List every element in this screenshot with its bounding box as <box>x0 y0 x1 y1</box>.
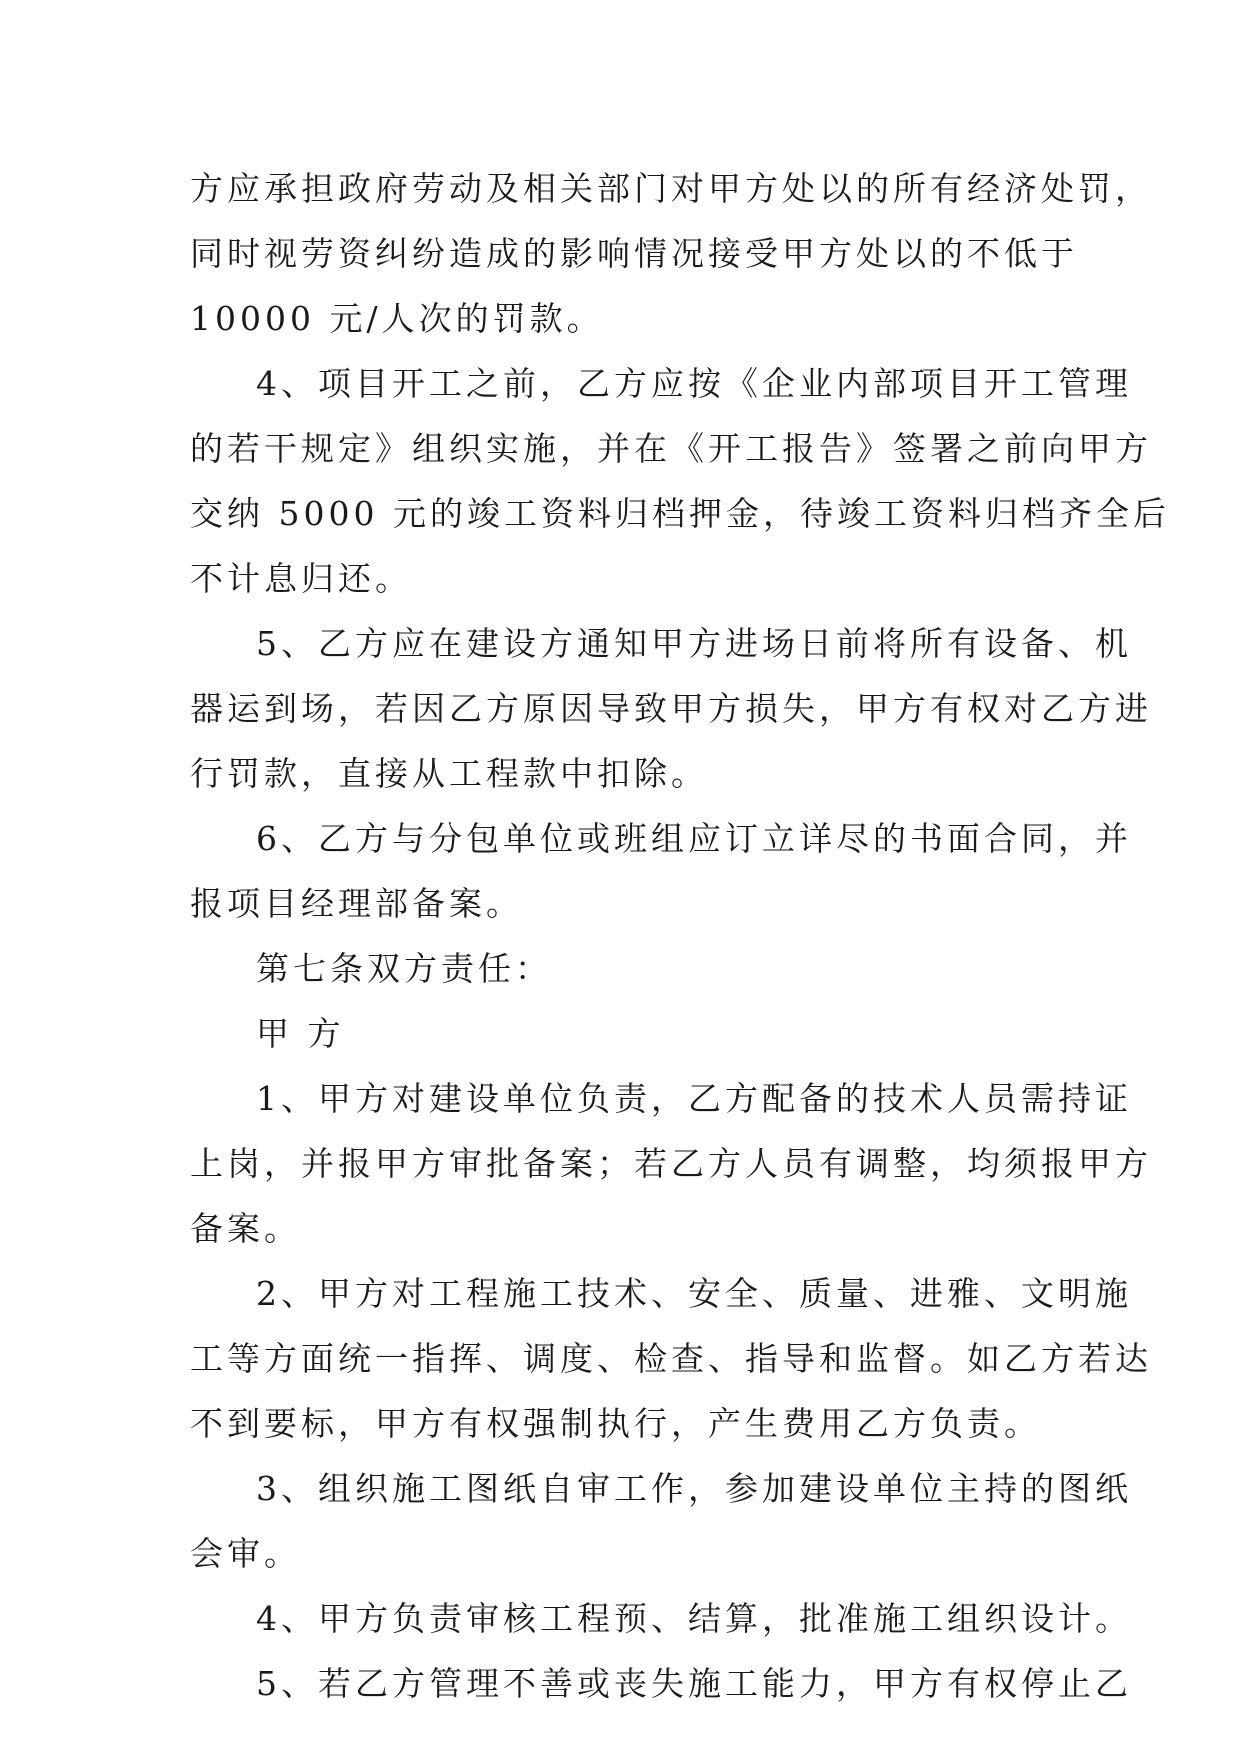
text-line: 会审。 <box>190 1534 301 1573</box>
party-heading: 甲 方 <box>256 1014 345 1053</box>
section-heading: 第七条双方责任： <box>256 949 552 988</box>
text-line: 4、甲方负责审核工程预、结算，批准施工组织设计。 <box>256 1599 1132 1638</box>
text-line: 5、若乙方管理不善或丧失施工能力，甲方有权停止乙 <box>256 1664 1132 1703</box>
text-line: 4、项目开工之前，乙方应按《企业内部项目开工管理 <box>256 364 1132 403</box>
text-line: 备案。 <box>190 1209 301 1248</box>
text-line: 不到要标，甲方有权强制执行，产生费用乙方负责。 <box>190 1404 1041 1443</box>
text-line: 同时视劳资纠纷造成的影响情况接受甲方处以的不低于 <box>190 234 1078 273</box>
text-line: 10000 元/人次的罚款。 <box>190 299 604 338</box>
text-line: 方应承担政府劳动及相关部门对甲方处以的所有经济处罚， <box>190 169 1152 208</box>
text-line: 报项目经理部备案。 <box>190 884 523 923</box>
document-body <box>190 156 1170 1716</box>
text-line: 交纳 5000 元的竣工资料归档押金，待竣工资料归档齐全后 <box>190 494 1170 533</box>
text-line: 1、甲方对建设单位负责，乙方配备的技术人员需持证 <box>256 1079 1132 1118</box>
text-line: 行罚款，直接从工程款中扣除。 <box>190 754 708 793</box>
text-line: 3、组织施工图纸自审工作，参加建设单位主持的图纸 <box>256 1469 1132 1508</box>
text-line: 5、乙方应在建设方通知甲方进场日前将所有设备、机 <box>256 624 1132 663</box>
text-line: 上岗，并报甲方审批备案；若乙方人员有调整，均须报甲方 <box>190 1144 1152 1183</box>
text-line: 工等方面统一指挥、调度、检查、指导和监督。如乙方若达 <box>190 1339 1152 1378</box>
text-line: 的若干规定》组织实施，并在《开工报告》签署之前向甲方 <box>190 429 1152 468</box>
text-line: 2、甲方对工程施工技术、安全、质量、进雅、文明施 <box>256 1274 1132 1313</box>
text-line: 器运到场，若因乙方原因导致甲方损失，甲方有权对乙方进 <box>190 689 1152 728</box>
text-line: 不计息归还。 <box>190 559 412 598</box>
text-line: 6、乙方与分包单位或班组应订立详尽的书面合同，并 <box>256 819 1132 858</box>
